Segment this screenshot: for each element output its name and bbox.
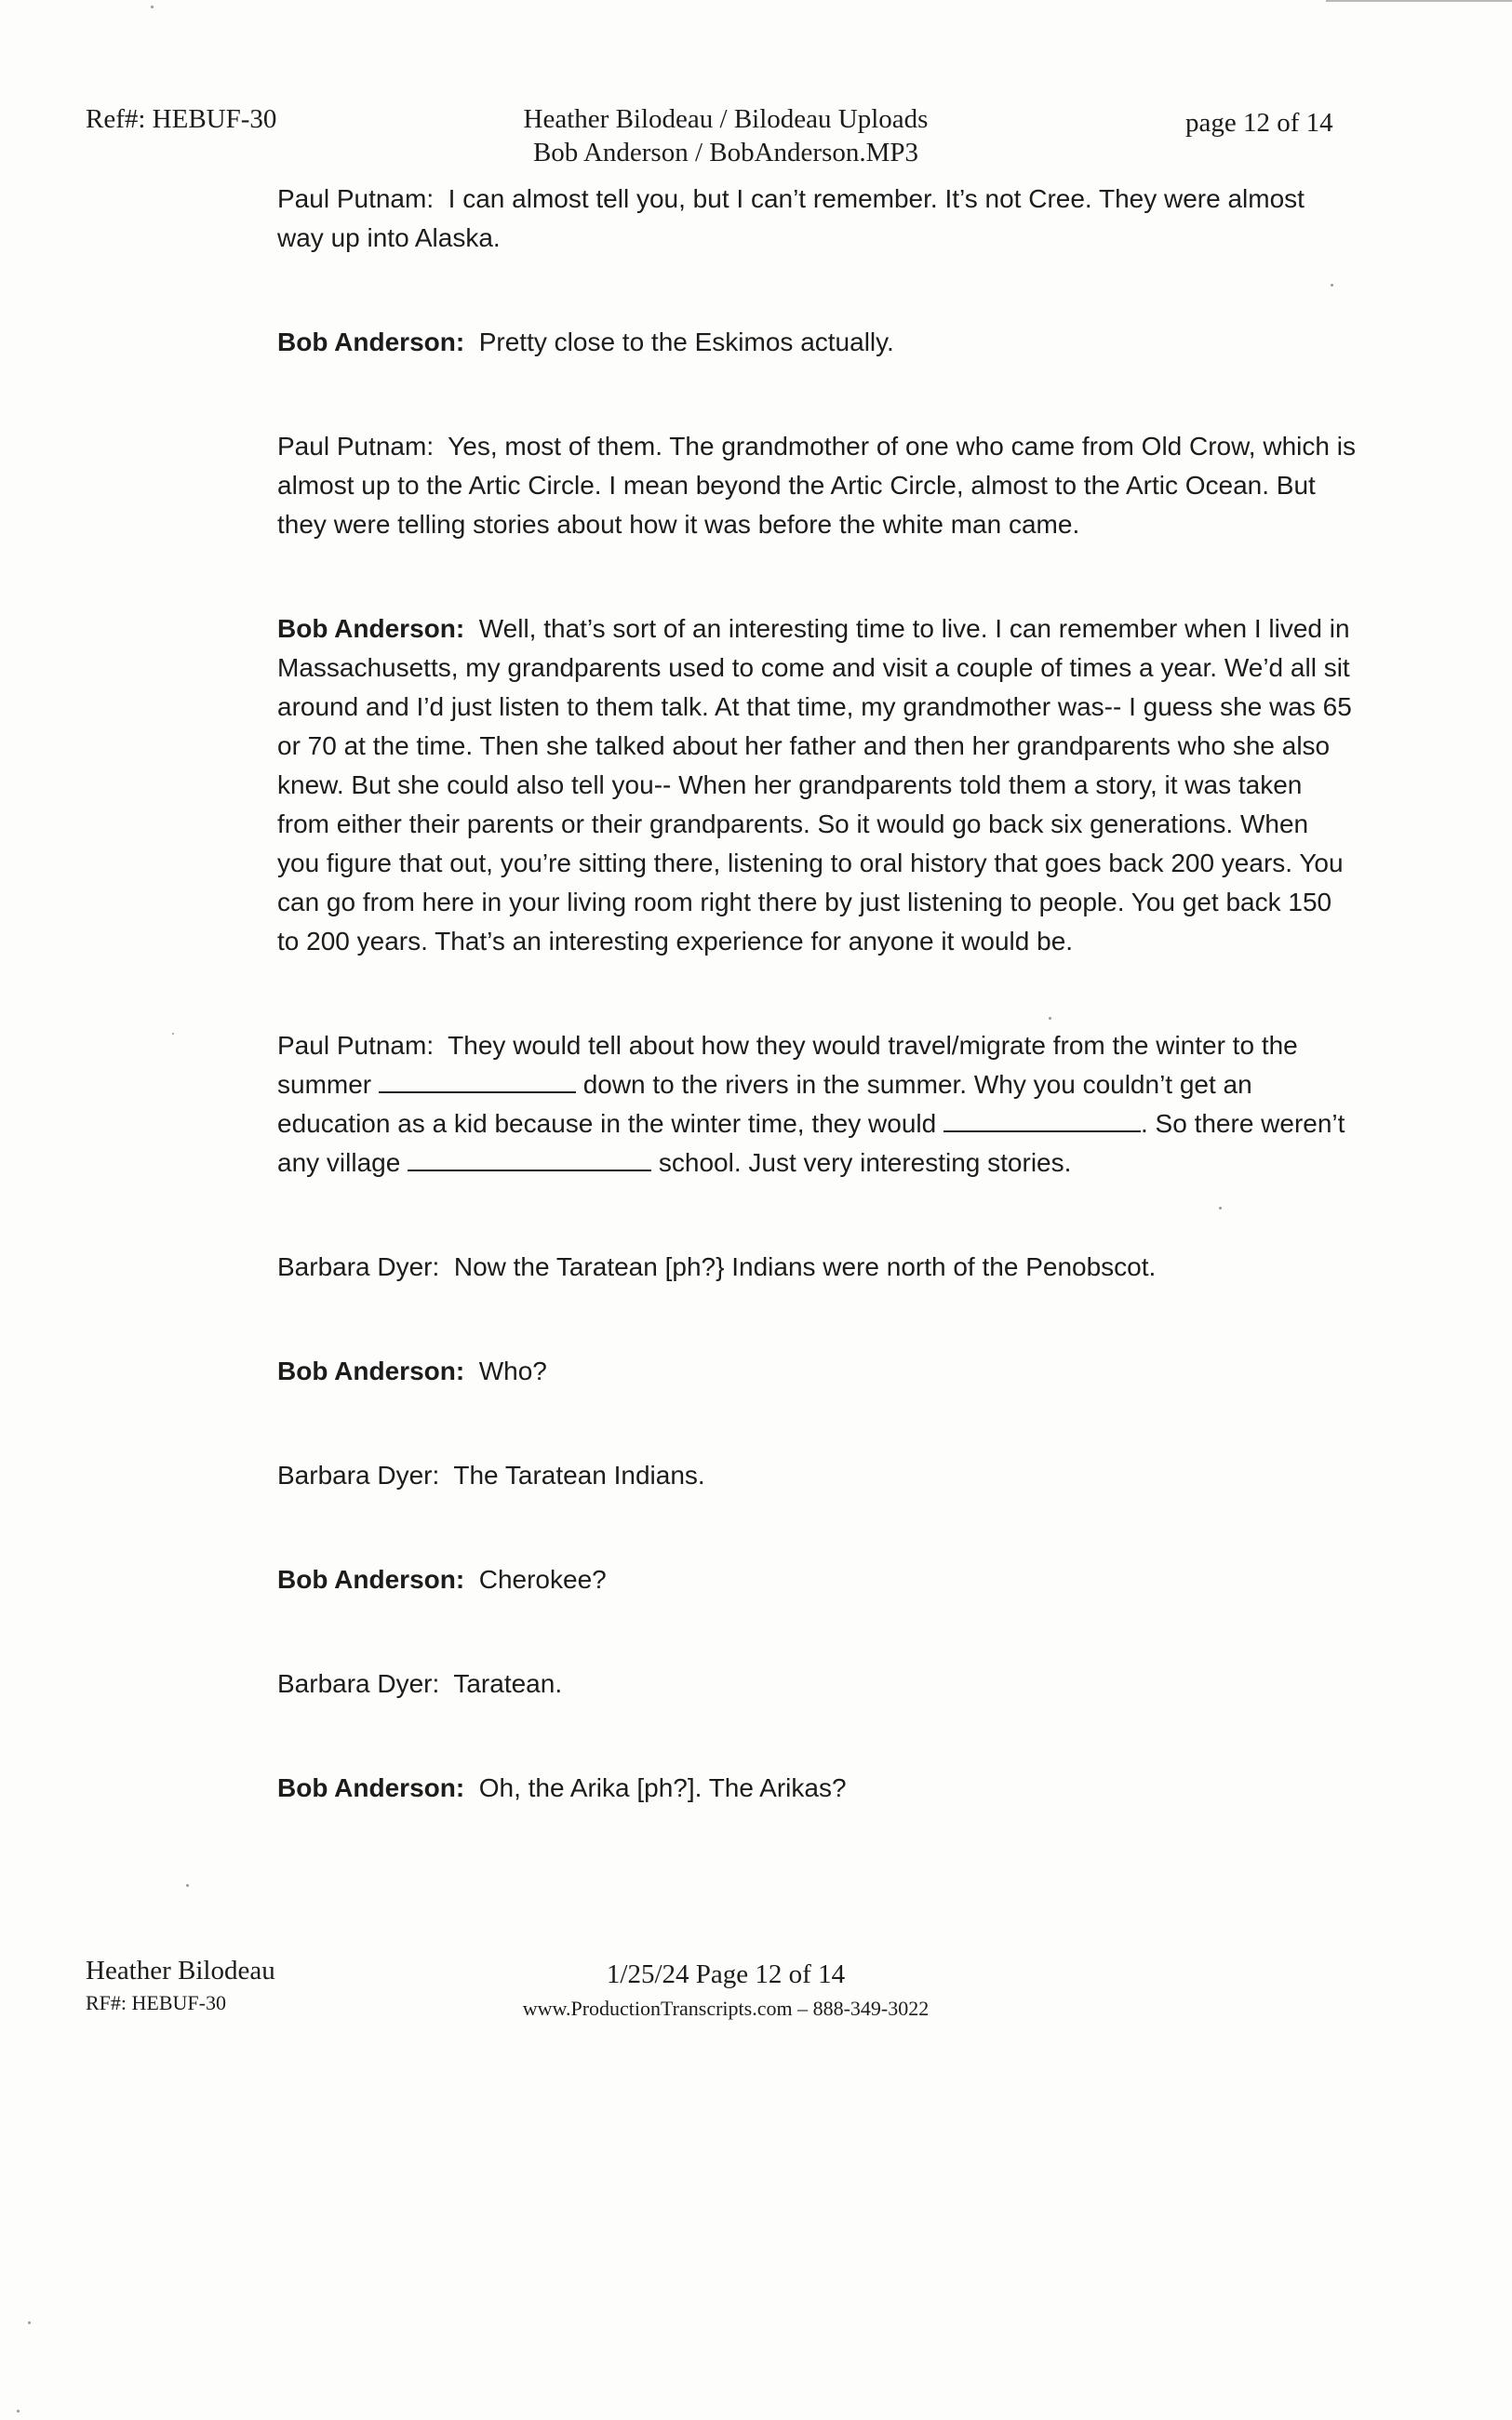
speaker-label: Paul Putnam: xyxy=(277,184,435,213)
scan-speck xyxy=(1049,1017,1051,1020)
inaudible-blank xyxy=(379,1067,576,1093)
footer-name: Heather Bilodeau xyxy=(86,1956,275,1985)
scan-speck xyxy=(1331,284,1333,287)
entry-text: down to the rivers in the summer. Why you couldn’t get an education as a kid because in the winter time, they would xyxy=(277,1070,1252,1138)
entry-text: I can almost tell you, but I can’t remember. It’s not Cree. They were almost way up into Alaska. xyxy=(277,184,1305,252)
entry-text: Pretty close to the Eskimos actually. xyxy=(478,328,894,356)
speaker-label: Bob Anderson: xyxy=(277,1565,465,1594)
speaker-label: Barbara Dyer: xyxy=(277,1669,440,1698)
entry-text: Cherokee? xyxy=(478,1565,607,1594)
inaudible-blank xyxy=(408,1145,651,1171)
entry-text: Who? xyxy=(478,1357,547,1385)
transcript-entry xyxy=(277,323,1357,362)
entry-text: They would tell about how they would travel/migrate from the winter to the summer xyxy=(277,1031,1298,1099)
footer-ref: RF#: HEBUF-30 xyxy=(86,1991,226,2014)
transcript-entry xyxy=(277,1026,1357,1183)
transcript-entry xyxy=(277,1248,1357,1287)
header-ref: Ref#: HEBUF-30 xyxy=(86,104,277,134)
entry-text: Yes, most of them. The grandmother of one who came from Old Crow, which is almost up to the Artic Circle. I mean beyond the Artic Circle, almost to the Artic Ocean. But they were telling stories about how it was before the white man came. xyxy=(277,432,1356,539)
speaker-label: Bob Anderson: xyxy=(277,328,465,356)
scan-speck xyxy=(186,1884,189,1887)
speaker-label: Paul Putnam: xyxy=(277,432,435,461)
scan-speck xyxy=(151,6,154,8)
transcript-entry xyxy=(277,180,1357,258)
scan-speck xyxy=(28,2321,31,2324)
entry-text: The Taratean Indians. xyxy=(453,1461,705,1490)
footer-date-page: 1/25/24 Page 12 of 14 xyxy=(606,1959,846,1989)
transcript-entry xyxy=(277,427,1357,544)
transcript-entry xyxy=(277,1560,1357,1599)
speaker-label: Bob Anderson: xyxy=(277,614,465,643)
transcript-entry xyxy=(277,1769,1357,1808)
header-title-line2: Bob Anderson / BobAnderson.MP3 xyxy=(532,138,919,167)
header-page-number: page 12 of 14 xyxy=(1185,108,1333,138)
transcript-entry xyxy=(277,1456,1357,1495)
scan-speck xyxy=(17,2410,20,2413)
inaudible-blank xyxy=(943,1106,1141,1132)
speaker-label: Bob Anderson: xyxy=(277,1773,465,1802)
entry-text: Now the Taratean [ph?} Indians were north of the Penobscot. xyxy=(453,1252,1157,1281)
entry-text: school. Just very interesting stories. xyxy=(658,1148,1072,1177)
entry-text: Well, that’s sort of an interesting time to live. I can remember when I lived in Massachusetts, my grandparents used to come and visit a couple of times a year. We’d all sit around and I’d just listen to them talk. At that time, my grandmother was-- I guess she was 65 or 70 at the time. Then she talked about her father and then her grandparents who she also knew. But she could also tell you-- When her grandparents told them a story, it was taken from either their parents or their grandparents. So it would go back six generations. When you figure that out, you’re sitting there, listening to oral history that goes back 200 years. You can go from here in your living room right there by just listening to people. You get back 150 to 200 years. That’s an interesting experience for anyone it would be. xyxy=(277,614,1352,956)
transcript-body xyxy=(277,180,1357,1808)
speaker-label: Barbara Dyer: xyxy=(277,1461,440,1490)
entry-text: Oh, the Arika [ph?]. The Arikas? xyxy=(478,1773,847,1802)
speaker-label: Bob Anderson: xyxy=(277,1357,465,1385)
entry-text: Taratean. xyxy=(453,1669,563,1698)
scan-edge-line xyxy=(1326,0,1512,2)
footer-website: www.ProductionTranscripts.com – 888-349-3022 xyxy=(522,1997,930,2020)
scan-speck xyxy=(1219,1207,1222,1210)
transcript-entry xyxy=(277,1352,1357,1391)
transcript-entry xyxy=(277,609,1357,961)
speaker-label: Paul Putnam: xyxy=(277,1031,435,1060)
entry-text: . So there weren’t any village xyxy=(277,1109,1345,1177)
transcript-entry xyxy=(277,1665,1357,1704)
header-title-line1: Heather Bilodeau / Bilodeau Uploads xyxy=(523,104,929,134)
scan-speck xyxy=(172,1033,174,1035)
speaker-label: Barbara Dyer: xyxy=(277,1252,440,1281)
